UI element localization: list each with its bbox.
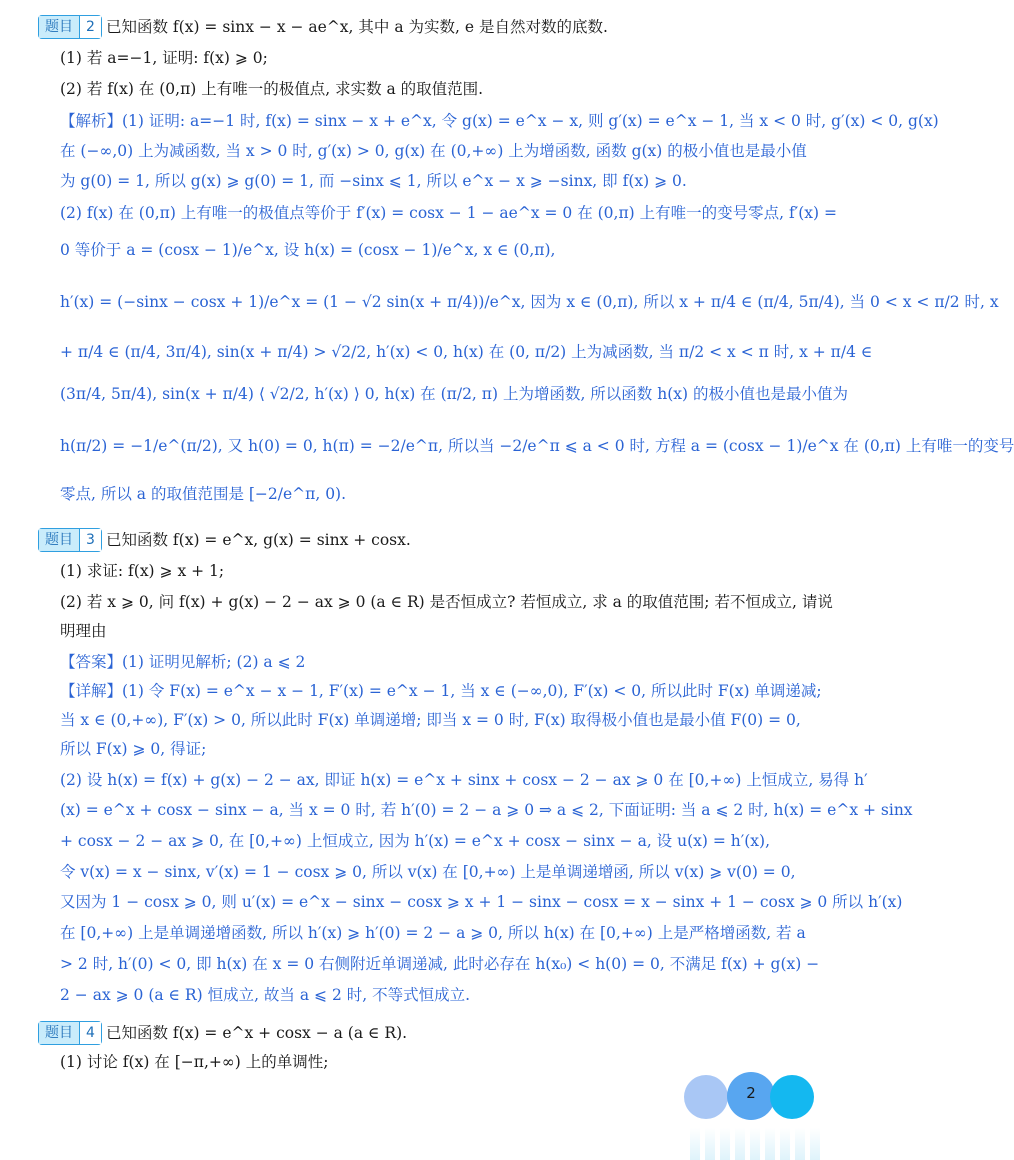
q3-solution-line: 在 [0,+∞) 上是单调递增函数, 所以 h′(x) ⩾ h′(0) = 2 − a ⩾ 0, 所以 h(x) 在 [0,+∞) 上是严格增函数, 若 a [60,924,806,942]
tag-label: 题目 [39,529,79,551]
q2-solution-line: 0 等价于 a = (cosx − 1)/e^x, 设 h(x) = (cosx − 1)/e^x, x ∈ (0,π), [60,241,556,259]
q2-solution-line: h′(x) = (−sinx − cosx + 1)/e^x = (1 − √2 sin(x + π/4))/e^x, 因为 x ∈ (0,π), 所以 x + π/4 ∈ (π/4, 5π/4), 当 0 < x < π/2 时, x [60,293,999,311]
q3-solution-line: + cosx − 2 − ax ⩾ 0, 在 [0,+∞) 上恒成立, 因为 h′(x) = e^x + cosx − sinx − a, 设 u(x) = h′(x), [60,832,771,850]
page-number: 2 [746,1084,756,1102]
q2-solution-line: 在 (−∞,0) 上为减函数, 当 x > 0 时, g′(x) > 0, g(x) 在 (0,+∞) 上为增函数, 函数 g(x) 的极小值也是最小值 [60,142,807,160]
q3-solution-line: 【详解】(1) 令 F(x) = e^x − x − 1, F′(x) = e^x − 1, 当 x ∈ (−∞,0), F′(x) < 0, 所以此时 F(x) 单调递减; [60,682,822,700]
q2-solution-line: 为 g(0) = 1, 所以 g(x) ⩾ g(0) = 1, 而 −sinx ⩽ 1, 所以 e^x − x ⩾ −sinx, 即 f(x) ⩾ 0. [60,172,687,190]
q2-solution-line: 【解析】(1) 证明: a=−1 时, f(x) = sinx − x + e^x, 令 g(x) = e^x − x, 则 g′(x) = e^x − 1, 当 x < 0 时, g′(x) < 0, g(x) [60,112,939,130]
q3-solution-line: (x) = e^x + cosx − sinx − a, 当 x = 0 时, 若 h′(0) = 2 − a ⩾ 0 ⇒ a ⩽ 2, 下面证明: 当 a ⩽ 2 时, h(x) = e^x + sinx [60,801,913,819]
q2-solution-line: (3π/4, 5π/4), sin(x + π/4) ⟨ √2/2, h′(x) ⟩ 0, h(x) 在 (π/2, π) 上为增函数, 所以函数 h(x) 的极小值也是最小值为 [60,385,848,403]
question-2-stem: 已知函数 f(x) = sinx − x − ae^x, 其中 a 为实数, e 是自然对数的底数. [106,18,608,36]
q3-solution-line: > 2 时, h′(0) < 0, 即 h(x) 在 x = 0 右侧附近单调递减, 此时必存在 h(x₀) < h(0) = 0, 不满足 f(x) + g(x) − [60,955,820,973]
tag-label: 题目 [39,1022,79,1044]
q2-solution-line: 零点, 所以 a 的取值范围是 [−2/e^π, 0). [60,485,347,503]
q2-solution-line: (2) f(x) 在 (0,π) 上有唯一的极值点等价于 f′(x) = cosx − 1 − ae^x = 0 在 (0,π) 上有唯一的变号零点, f′(x) = [60,204,837,222]
q4-line: (1) 讨论 f(x) 在 [−π,+∞) 上的单调性; [60,1053,329,1071]
q2-line: (1) 若 a=−1, 证明: f(x) ⩾ 0; [60,49,268,67]
q2-line: (2) 若 f(x) 在 (0,π) 上有唯一的极值点, 求实数 a 的取值范围. [60,80,484,98]
tag-number: 3 [79,529,101,551]
question-3-stem: 已知函数 f(x) = e^x, g(x) = sinx + cosx. [106,531,411,549]
q3-line: 明理由 [60,622,107,640]
question-tag-4 [38,1021,102,1045]
q3-solution-line: 又因为 1 − cosx ⩾ 0, 则 u′(x) = e^x − sinx − cosx ⩾ x + 1 − sinx − cosx = x − sinx + 1 − cosx ⩾ 0 所以 h′(x) [60,893,903,911]
q3-solution-line: (2) 设 h(x) = f(x) + g(x) − 2 − ax, 即证 h(x) = e^x + sinx + cosx − 2 − ax ⩾ 0 在 [0,+∞) 上恒成立, 易得 h′ [60,771,868,789]
q3-answer-line: 【答案】(1) 证明见解析; (2) a ⩽ 2 [60,653,306,671]
q2-solution-line: h(π/2) = −1/e^(π/2), 又 h(0) = 0, h(π) = −2/e^π, 所以当 −2/e^π ⩽ a < 0 时, 方程 a = (cosx − 1)/e^x 在 (0,π) 上有唯一的变号 [60,437,1014,455]
decor-stripes [690,1128,820,1160]
decor-bubble [770,1075,814,1119]
tag-number: 2 [79,16,101,38]
q3-solution-line: 2 − ax ⩾ 0 (a ∈ R) 恒成立, 故当 a ⩽ 2 时, 不等式恒成立. [60,986,471,1004]
q3-solution-line: 当 x ∈ (0,+∞), F′(x) > 0, 所以此时 F(x) 单调递增; 即当 x = 0 时, F(x) 取得极小值也是最小值 F(0) = 0, [60,711,801,729]
q3-solution-line: 令 v(x) = x − sinx, v′(x) = 1 − cosx ⩾ 0, 所以 v(x) 在 [0,+∞) 上是单调递增函, 所以 v(x) ⩾ v(0) = 0, [60,863,796,881]
q3-line: (2) 若 x ⩾ 0, 问 f(x) + g(x) − 2 − ax ⩾ 0 (a ∈ R) 是否恒成立? 若恒成立, 求 a 的取值范围; 若不恒成立, 请说 [60,593,833,611]
q2-solution-line: + π/4 ∈ (π/4, 3π/4), sin(x + π/4) > √2/2, h′(x) < 0, h(x) 在 (0, π/2) 上为减函数, 当 π/2 < x < π 时, x + π/4 ∈ [60,343,873,361]
tag-label: 题目 [39,16,79,38]
question-tag-2 [38,15,102,39]
decor-bubble [684,1075,728,1119]
q3-solution-line: 所以 F(x) ⩾ 0, 得证; [60,740,207,758]
q3-line: (1) 求证: f(x) ⩾ x + 1; [60,562,225,580]
question-4-stem: 已知函数 f(x) = e^x + cosx − a (a ∈ R). [106,1024,408,1042]
question-tag-3 [38,528,102,552]
tag-number: 4 [79,1022,101,1044]
